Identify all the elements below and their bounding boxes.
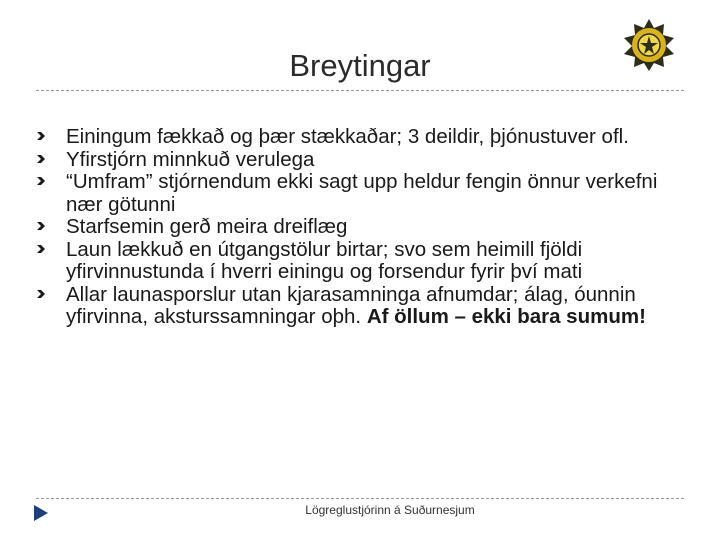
bullet-text: Starfsemin gerð meira dreiflæg (66, 215, 348, 238)
bullet-text: Yfirstjórn minnkuð verulega (66, 147, 315, 171)
list-item (36, 126, 676, 149)
bullet-marker-icon (36, 244, 46, 254)
bullet-text: “Umfram” stjórnendum ekki sagt upp heldur fengin önnur verkefni nær götunni (66, 170, 658, 216)
list-item (36, 149, 676, 172)
footer-divider (36, 498, 684, 499)
bullet-marker-icon (36, 131, 46, 141)
list-item (36, 239, 676, 284)
police-star-badge-icon (622, 18, 676, 72)
list-item (36, 216, 676, 239)
title-divider (36, 90, 684, 91)
bullet-marker-icon (36, 289, 46, 299)
slide-footer: Lögreglustjórinn á Suðurnesjum (305, 503, 475, 517)
list-item (36, 284, 676, 329)
bullet-emphasis: Af öllum – ekki bara sumum! (366, 305, 646, 328)
bullet-text: Allar launasporslur utan kjarasamninga afnumdar; álag, óunnin yfirvinna, aksturssamningar oþh. (66, 282, 636, 328)
list-item (36, 171, 676, 216)
bullet-marker-icon (36, 221, 46, 231)
bullet-text: Laun lækkuð en útgangstölur birtar; svo sem heimill fjöldi yfirvinnustunda í hverri einingu og forsendur fyrir því mati (66, 237, 583, 283)
bullet-marker-icon (36, 154, 46, 164)
bullet-marker-icon (36, 176, 46, 186)
bullet-text: Einingum fækkað og þær stækkaðar; 3 deildir, þjónustuver ofl. (66, 125, 629, 148)
slide-title: Breytingar (289, 48, 431, 83)
bullet-list (36, 126, 676, 329)
